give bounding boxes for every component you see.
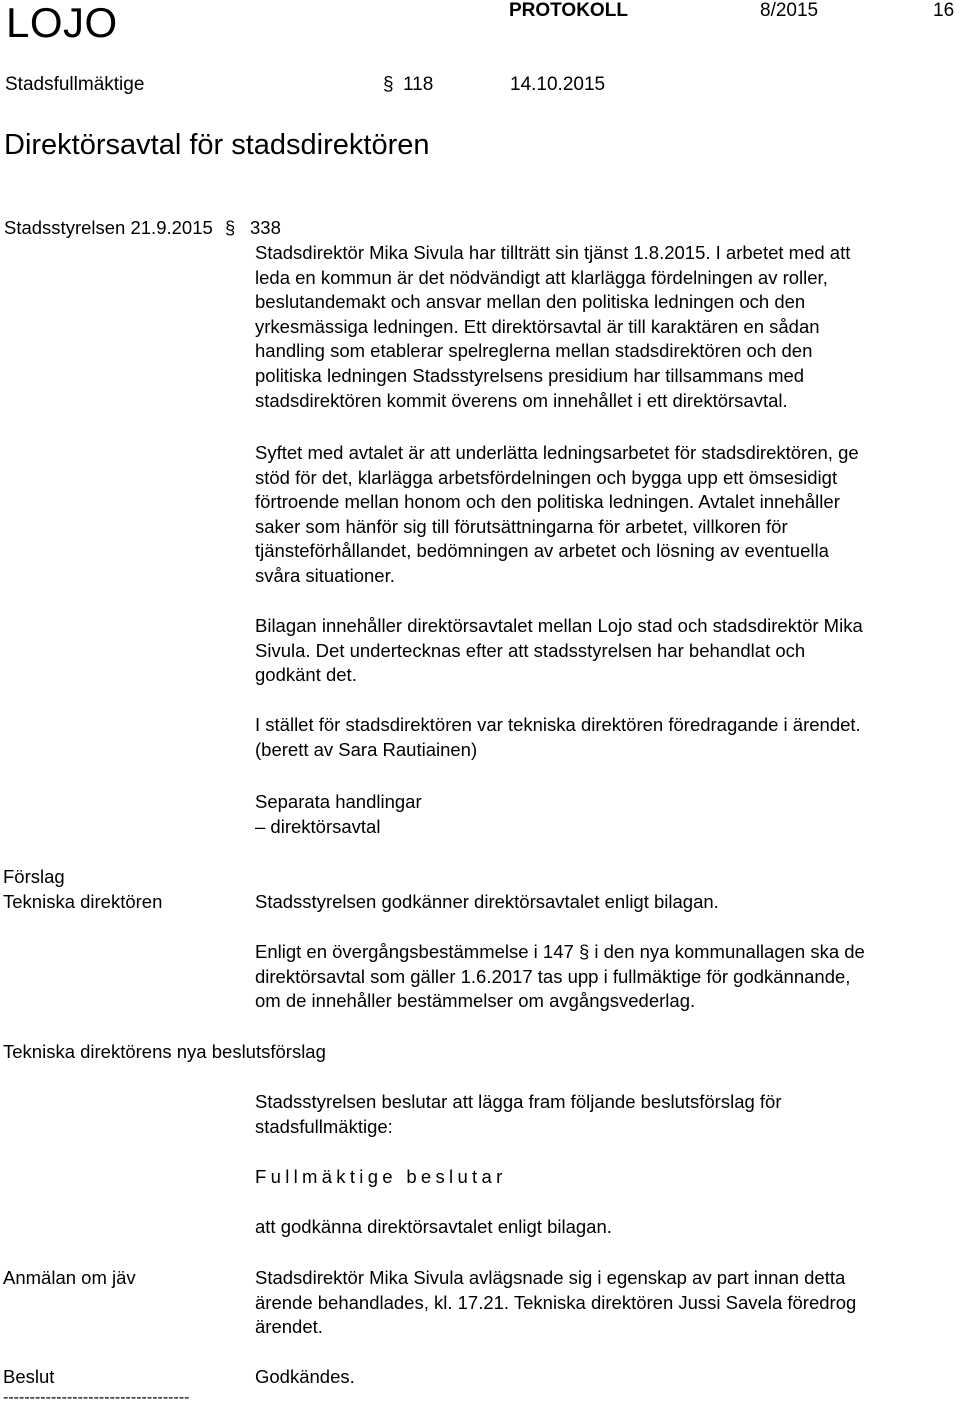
proposal-author-label: Tekniska direktören xyxy=(3,891,163,912)
transition-note: Enligt en övergångsbestämmelse i 147 § i den nya kommunallagen ska de direktörsavtal som gäller 1.6.2017 tas upp i fullmäktige för godkännande, om de innehåller bestämmelser om avgångsvederlag. xyxy=(255,941,865,1012)
history-section-number: 338 xyxy=(250,217,281,238)
proposal-text: Stadsstyrelsen godkänner direktörsavtalet enligt bilagan. xyxy=(255,891,719,912)
council-decision-heading: Fullmäktige beslutar xyxy=(255,1166,507,1187)
new-proposal-text: Stadsstyrelsen beslutar att lägga fram följande beslutsförslag för stadsfullmäktige: xyxy=(255,1091,782,1137)
body-paragraph-4: I stället för stadsdirektören var tekniska direktören föredragande i ärendet. (berett av Sara Rautiainen) xyxy=(255,714,861,760)
page-number: 16 xyxy=(933,0,955,21)
decision-label: Beslut xyxy=(3,1366,55,1387)
body-paragraph-3: Bilagan innehåller direktörsavtalet mellan Lojo stad och stadsdirektör Mika Sivula. Det undertecknas efter att stadsstyrelsen har behandlat och godkänt det. xyxy=(255,615,863,686)
council-decision-text: att godkänna direktörsavtalet enligt bilagan. xyxy=(255,1216,612,1237)
proposal-label: Förslag xyxy=(3,866,65,887)
page-title: Direktörsavtal för stadsdirektören xyxy=(4,129,430,161)
conflict-text: Stadsdirektör Mika Sivula avlägsnade sig i egenskap av part innan detta ärende behandlades, kl. 17.21. Tekniska direktören Jussi Savela föredrog ärendet. xyxy=(255,1267,857,1338)
conflict-label: Anmälan om jäv xyxy=(3,1267,136,1288)
separator-line: ----------------------------------- xyxy=(3,1389,190,1406)
section-sign: § xyxy=(383,74,394,95)
separate-documents: Separata handlingar – direktörsavtal xyxy=(255,791,422,837)
body-paragraph-1: Stadsdirektör Mika Sivula har tillträtt sin tjänst 1.8.2015. I arbetet med att leda en kommun är det nödvändigt att klarlägga fördelningen av roller, beslutandemakt och ansvar mellan den politiska ledningen och den yrkesmässiga ledningen. Ett direktörsavtal är till karaktären en sådan handling som etablerar spelreglerna mellan stadsdirektören och den politiska ledningen Stadsstyrelsens presidium har tillsammans med stadsdirektören kommit överens om innehållet i ett direktörsavtal. xyxy=(255,242,851,411)
history-section-sign: § xyxy=(225,217,236,238)
decision-text: Godkändes. xyxy=(255,1366,355,1387)
new-proposal-label: Tekniska direktörens nya beslutsförslag xyxy=(3,1041,326,1062)
logo-text: LOJO xyxy=(6,0,118,46)
meeting-date: 14.10.2015 xyxy=(510,74,606,95)
history-prefix: Stadsstyrelsen 21.9.2015 xyxy=(4,217,213,238)
body-paragraph-2: Syftet med avtalet är att underlätta ledningsarbetet för stadsdirektören, ge stöd för det, klarlägga arbetsfördelningen och bygga upp ett ömsesidigt förtroende mellan honom och den politiska ledningen. Avtalet innehåller saker som hänför sig till förutsättningarna för arbetet, villkoren för tjänsteförhållandet, bedömningen av arbetet och lösning av eventuella svåra situationer. xyxy=(255,442,859,586)
meeting-body: Stadsfullmäktige xyxy=(5,74,145,95)
doc-type: PROTOKOLL xyxy=(509,0,628,21)
section-number: 118 xyxy=(403,74,434,95)
protocol-number: 8/2015 xyxy=(760,0,819,21)
